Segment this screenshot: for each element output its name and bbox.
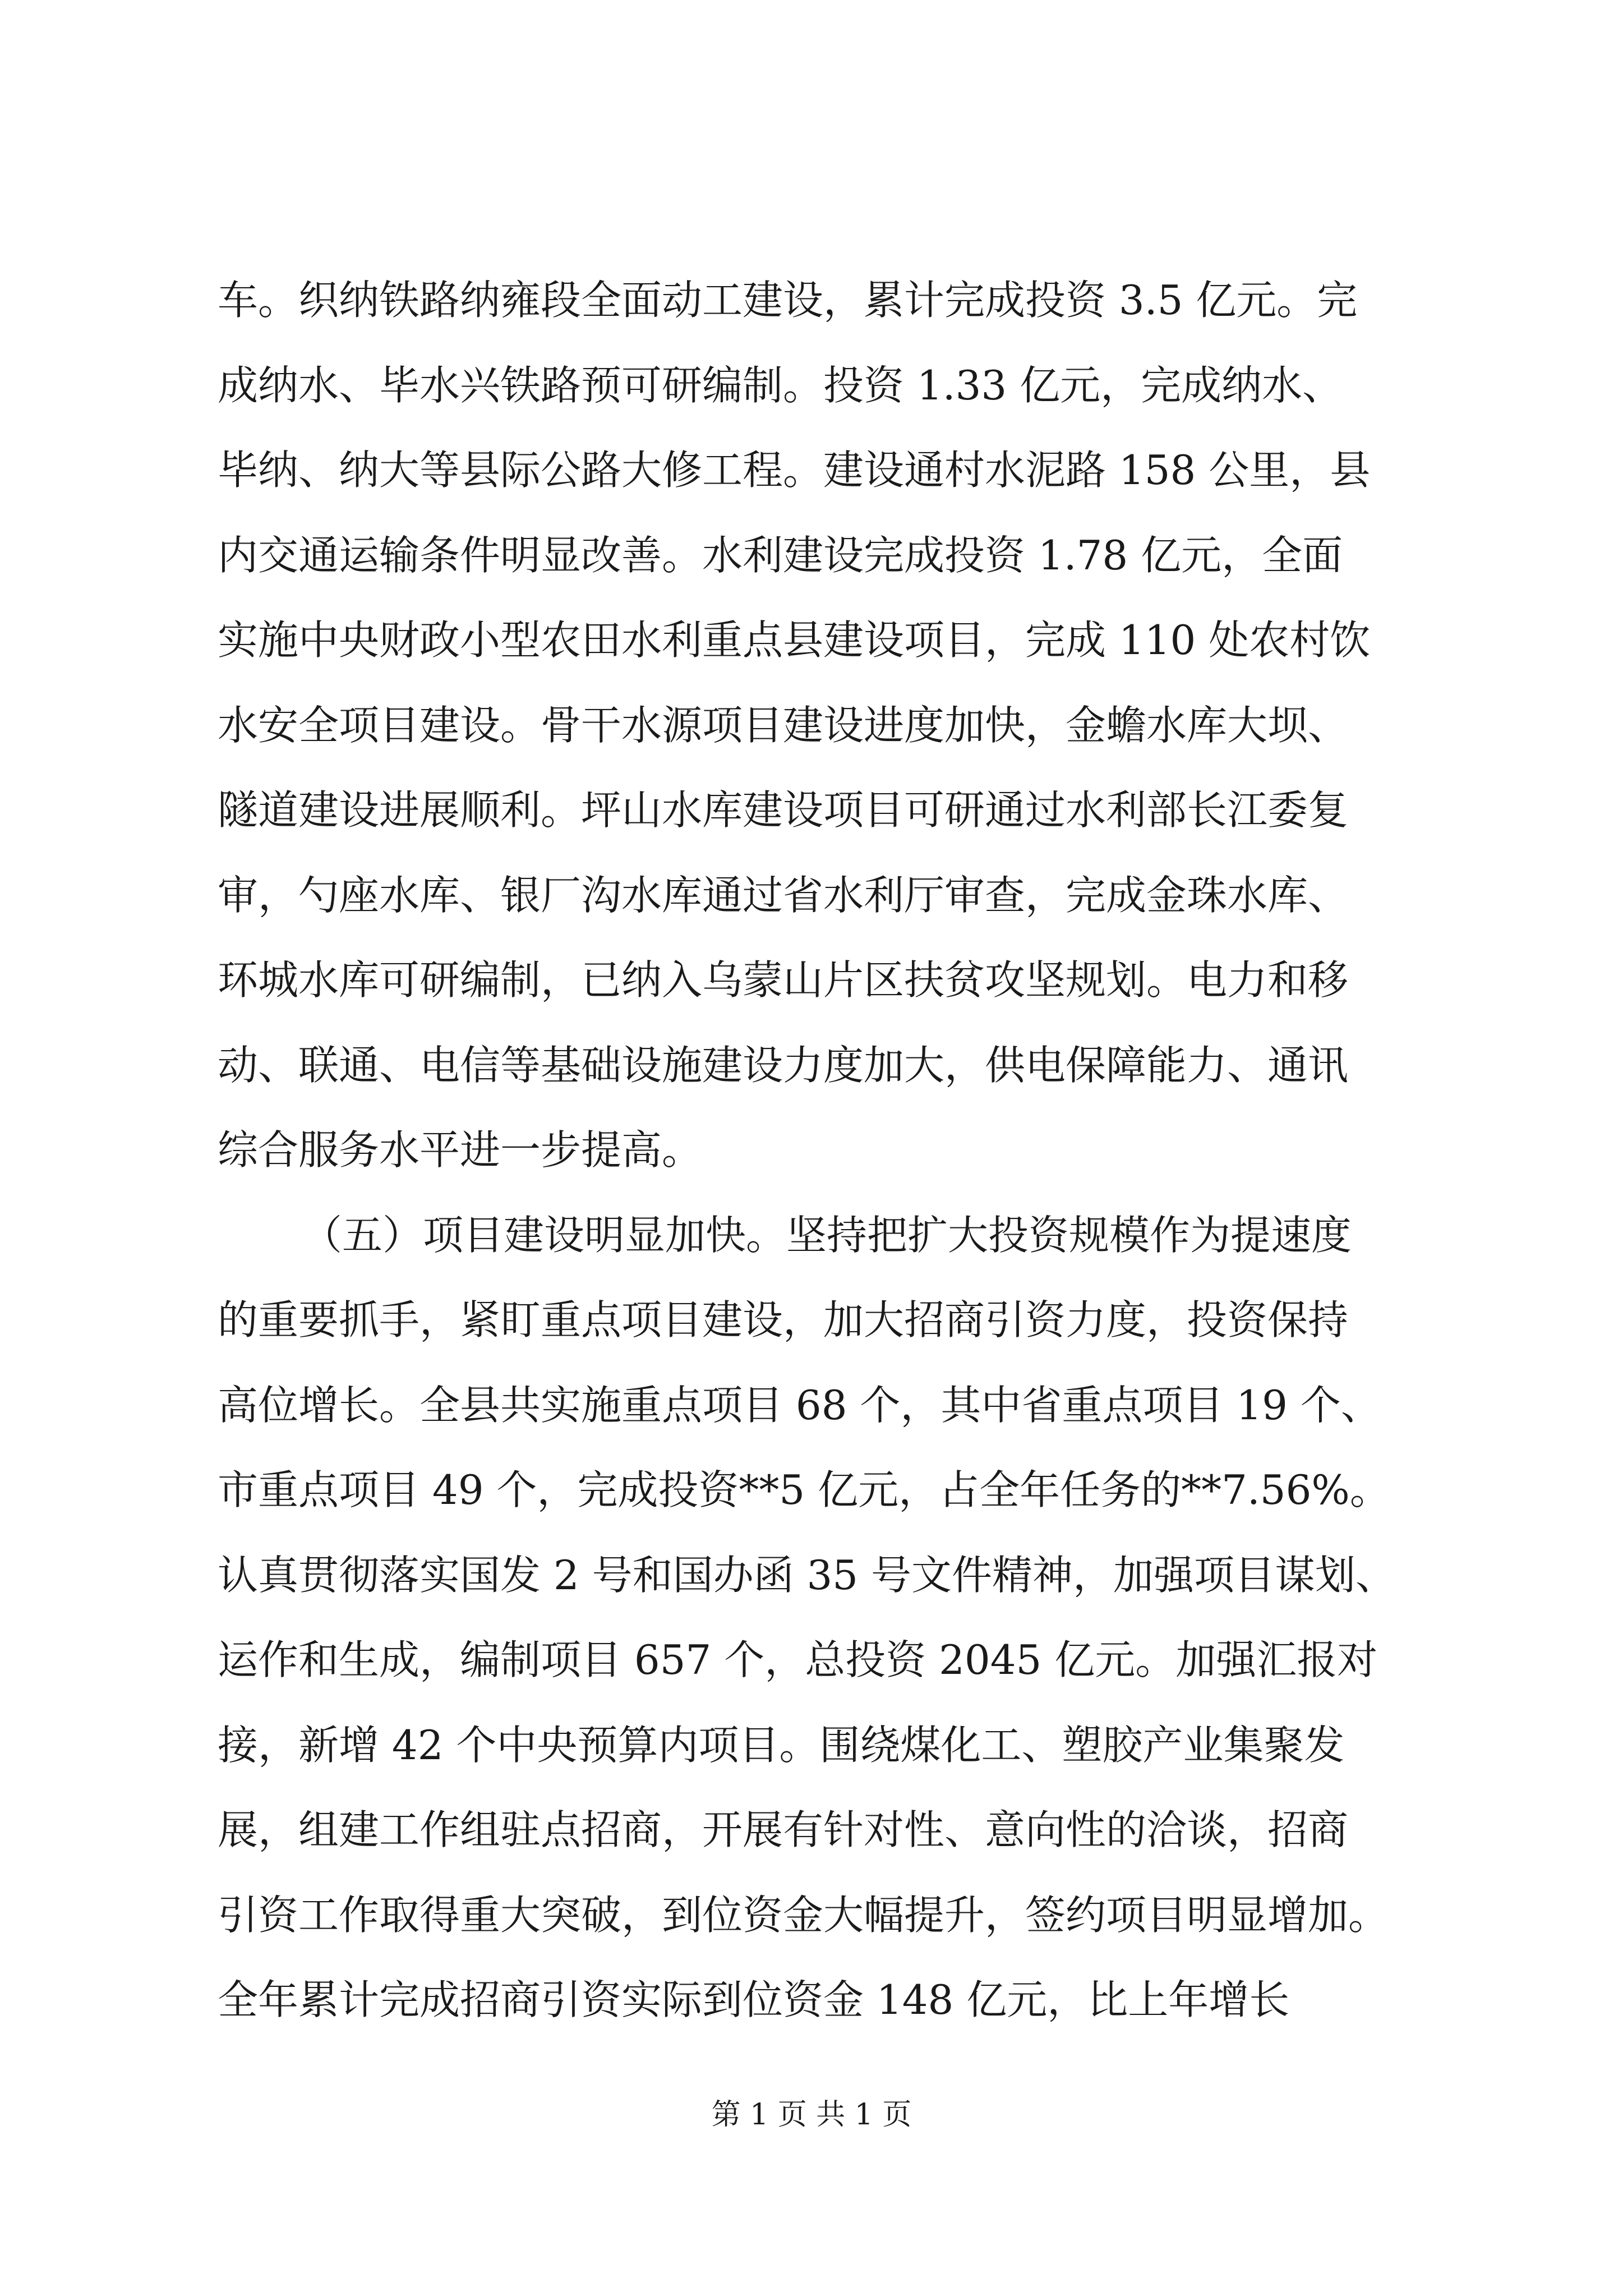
text-line: 内交通运输条件明显改善。水利建设完成投资 1.78 亿元，全面 xyxy=(218,531,1343,579)
text-line: 隧道建设进展顺利。坪山水库建设项目可研通过水利部长江委复 xyxy=(218,786,1349,834)
text-line: 实施中央财政小型农田水利重点县建设项目，完成 110 处农村饮 xyxy=(218,616,1371,664)
text-line: 的重要抓手，紧盯重点项目建设，加大招商引资力度，投资保持 xyxy=(218,1296,1349,1343)
text-line: 市重点项目 49 个，完成投资**5 亿元，占全年任务的**7.56%。 xyxy=(218,1466,1390,1513)
text-line: 运作和生成，编制项目 657 个，总投资 2045 亿元。加强汇报对 xyxy=(218,1636,1378,1683)
section-heading-line: （五）项目建设明显加快。坚持把扩大投资规模作为提速度 xyxy=(302,1211,1352,1259)
text-line: 展，组建工作组驻点招商，开展有针对性、意向性的洽谈，招商 xyxy=(218,1806,1349,1853)
text-line: 审，勺座水库、银厂沟水库通过省水利厅审查，完成金珠水库、 xyxy=(218,871,1349,919)
text-line: 全年累计完成招商引资实际到位资金 148 亿元，比上年增长 xyxy=(218,1976,1290,2023)
text-line: 认真贯彻落实国发 2 号和国办函 35 号文件精神，加强项目谋划、 xyxy=(218,1551,1396,1599)
text-line: 引资工作取得重大突破，到位资金大幅提升，签约项目明显增加。 xyxy=(218,1891,1389,1939)
page-footer: 第 1 页 共 1 页 xyxy=(711,2098,912,2132)
text-line: 环城水库可研编制，已纳入乌蒙山片区扶贫攻坚规划。电力和移 xyxy=(218,956,1349,1004)
text-line: 成纳水、毕水兴铁路预可研编制。投资 1.33 亿元，完成纳水、 xyxy=(218,361,1343,409)
text-line: 水安全项目建设。骨干水源项目建设进度加快，金蟾水库大坝、 xyxy=(218,701,1349,749)
text-line: 动、联通、电信等基础设施建设力度加大，供电保障能力、通讯 xyxy=(218,1041,1349,1089)
text-line: 综合服务水平进一步提高。 xyxy=(218,1126,703,1174)
text-line: 高位增长。全县共实施重点项目 68 个，其中省重点项目 19 个、 xyxy=(218,1381,1381,1429)
text-line: 毕纳、纳大等县际公路大修工程。建设通村水泥路 158 公里，县 xyxy=(218,447,1371,494)
text-line: 接，新增 42 个中央预算内项目。围绕煤化工、塑胶产业集聚发 xyxy=(218,1721,1345,1769)
body-text xyxy=(218,258,1407,2043)
text-line: 车。织纳铁路纳雍段全面动工建设，累计完成投资 3.5 亿元。完 xyxy=(218,277,1358,324)
